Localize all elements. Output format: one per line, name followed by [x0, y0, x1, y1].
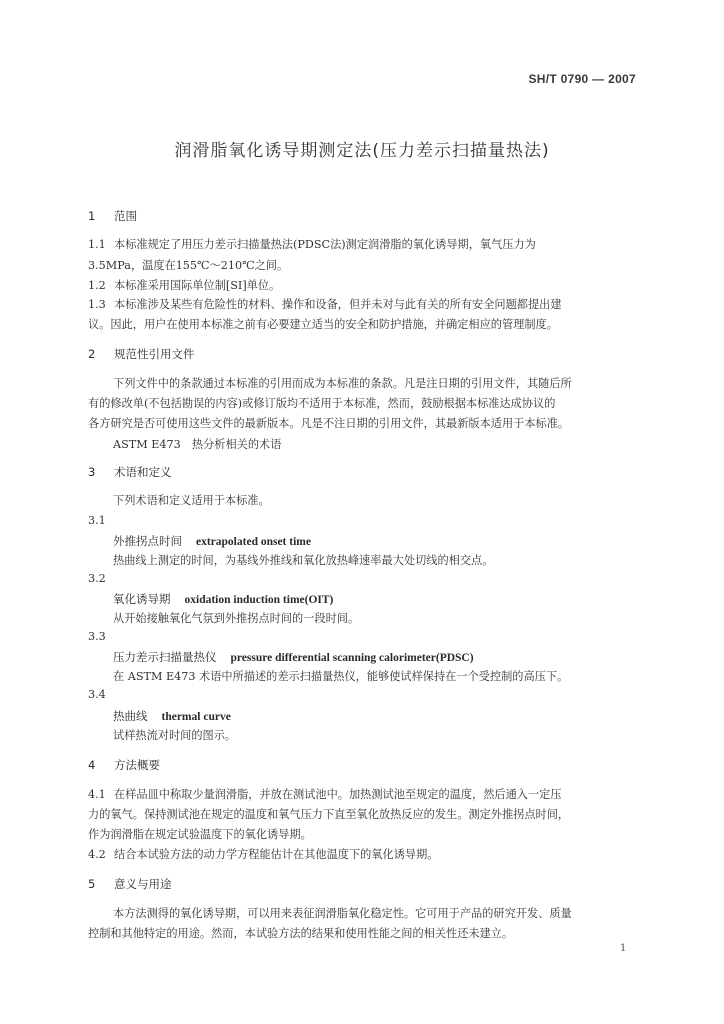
section-2-line-3: 各方研究是否可使用这些文件的最新版本。凡是不注日期的引用文件，其最新版本适用于本标准。 — [88, 417, 570, 430]
clause-4-1-line-1 — [88, 786, 562, 802]
term-english: pressure differential scanning calorimeter(PDSC) — [230, 652, 474, 664]
section-title: 范围 — [114, 209, 137, 223]
reference-astm-e473: ASTM E473 热分析相关的术语 — [113, 438, 282, 451]
section-title: 方法概要 — [114, 758, 160, 772]
term-3-3-definition: 在 ASTM E473 术语中所描述的差示扫描量热仪，能够使试样保持在一个受控制的高压下。 — [113, 670, 569, 683]
clause-1-3-line-2: 议。因此，用户在使用本标准之前有必要建立适当的安全和防护措施，并确定相应的管理制度。 — [88, 318, 558, 331]
term-3-4-number: 3.4 — [88, 688, 106, 701]
term-english: oxidation induction time(OIT) — [184, 594, 334, 606]
term-3-1-number: 3.1 — [88, 514, 106, 527]
term-3-2-number: 3.2 — [88, 572, 106, 585]
clause-1-2 — [88, 277, 280, 293]
section-5-line-1: 本方法测得的氧化诱导期，可以用来表征润滑脂氧化稳定性。它可用于产品的研究开发、质量 — [113, 907, 572, 920]
section-1-heading — [88, 208, 137, 224]
section-title: 意义与用途 — [114, 877, 172, 891]
section-5-heading — [88, 876, 172, 892]
clause-number: 4.2 — [88, 848, 106, 861]
section-title: 规范性引用文件 — [114, 347, 195, 361]
term-3-4 — [113, 708, 231, 724]
term-3-2-definition: 从开始接触氧化气氛到外推拐点时间的一段时间。 — [113, 612, 360, 625]
section-4-heading — [88, 757, 160, 773]
section-2-line-1: 下列文件中的条款通过本标准的引用而成为本标准的条款。凡是注日期的引用文件，其随后所 — [113, 377, 572, 390]
section-5-line-2: 控制和其他特定的用途。然而，本试验方法的结果和使用性能之间的相关性还未建立。 — [88, 927, 514, 940]
section-number: 1 — [88, 209, 96, 223]
clause-number: 4.1 — [88, 788, 106, 801]
section-number: 3 — [88, 465, 96, 479]
page-number: 1 — [620, 943, 627, 954]
clause-1-1-line-1 — [88, 236, 536, 252]
section-2-heading — [88, 346, 195, 362]
clause-1-3-line-1 — [88, 296, 562, 312]
term-3-1 — [113, 533, 311, 549]
clause-text: 在样品皿中称取少量润滑脂，并放在测试池中。加热测试池至规定的温度，然后通入一定压 — [114, 788, 562, 801]
standard-code: SH/T 0790 — 2007 — [528, 72, 636, 86]
clause-text: 本标准采用国际单位制[SI]单位。 — [114, 279, 281, 292]
term-english: thermal curve — [161, 711, 231, 723]
clause-text: 本标准规定了用压力差示扫描量热法(PDSC法)测定润滑脂的氧化诱导期，氧气压力为 — [114, 238, 536, 251]
section-title: 术语和定义 — [114, 465, 172, 479]
clause-text: 结合本试验方法的动力学方程能估计在其他温度下的氧化诱导期。 — [114, 848, 439, 861]
term-english: extrapolated onset time — [196, 536, 311, 548]
section-number: 5 — [88, 877, 96, 891]
clause-text: 本标准涉及某些有危险性的材料、操作和设备，但并未对与此有关的所有安全问题都提出建 — [114, 298, 562, 311]
clause-number: 1.3 — [88, 298, 106, 311]
document-title: 润滑脂氧化诱导期测定法(压力差示扫描量热法) — [174, 141, 550, 161]
term-chinese: 热曲线 — [113, 709, 148, 723]
term-3-1-definition: 热曲线上测定的时间，为基线外推线和氧化放热峰速率最大处切线的相交点。 — [113, 554, 494, 567]
clause-4-1-line-3: 作为润滑脂在规定试验温度下的氧化诱导期。 — [88, 828, 312, 841]
section-2-line-2: 有的修改单(不包括勘误的内容)或修订版均不适用于本标准，然而，鼓励根据本标准达成协议的 — [88, 397, 556, 410]
term-3-3-number: 3.3 — [88, 630, 106, 643]
section-number: 2 — [88, 347, 96, 361]
section-3-intro: 下列术语和定义适用于本标准。 — [113, 494, 270, 507]
term-3-2 — [113, 591, 333, 607]
term-chinese: 压力差示扫描量热仪 — [113, 650, 217, 664]
clause-4-2 — [88, 846, 438, 862]
term-chinese: 外推拐点时间 — [113, 534, 182, 548]
clause-number: 1.2 — [88, 279, 106, 292]
section-3-heading — [88, 464, 172, 480]
clause-number: 1.1 — [88, 238, 106, 251]
term-3-4-definition: 试样热流对时间的图示。 — [113, 729, 237, 742]
clause-4-1-line-2: 力的氧气。保持测试池在规定的温度和氧气压力下直至氧化放热反应的发生。测定外推拐点时间， — [88, 808, 570, 821]
term-chinese: 氧化诱导期 — [113, 592, 171, 606]
section-number: 4 — [88, 758, 96, 772]
clause-1-1-line-2: 3.5MPa，温度在155℃～210℃之间。 — [88, 259, 289, 272]
term-3-3 — [113, 649, 474, 665]
